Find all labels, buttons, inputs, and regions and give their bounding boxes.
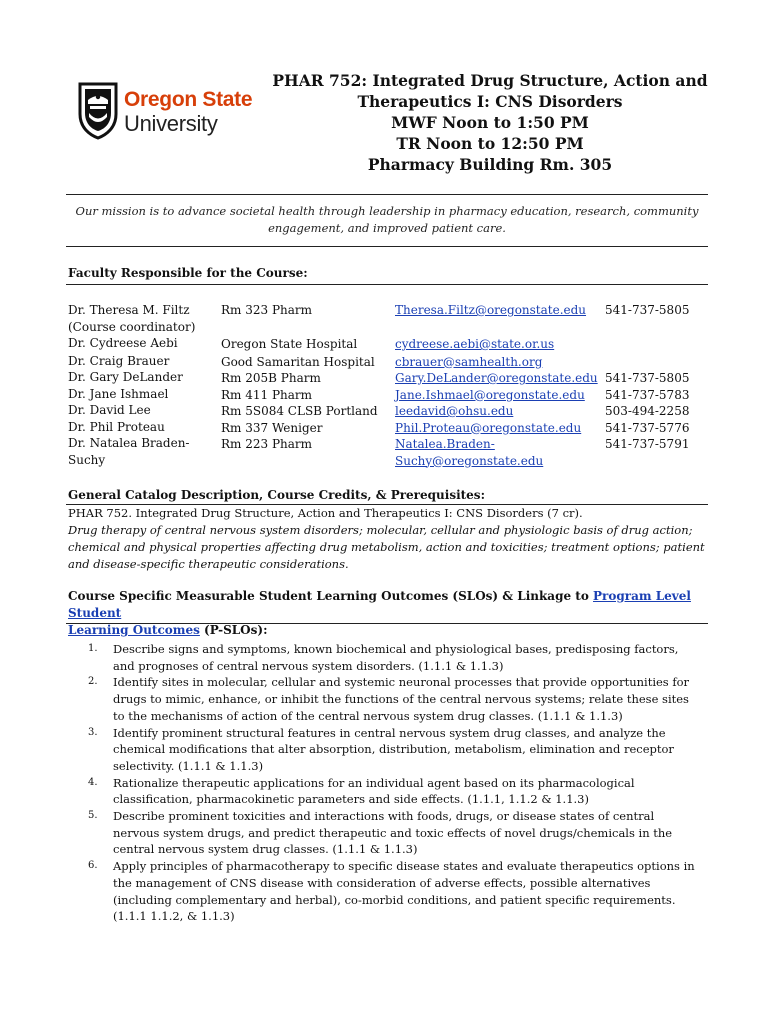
spacer bbox=[605, 336, 705, 353]
slo-text-line: Identify sites in molecular, cellular and systemic neuronal processes that provide opportunities for bbox=[113, 675, 690, 690]
logo-wordmark-oregon-state: Oregon State bbox=[124, 88, 253, 111]
faculty-name: Dr. Phil Proteau bbox=[68, 419, 165, 434]
faculty-email-link[interactable]: leedavid@ohsu.edu bbox=[395, 404, 514, 418]
slo-text-line: (including complementary and herbal), co-morbid conditions, and patient specific requirements. bbox=[113, 892, 676, 907]
spacer bbox=[395, 319, 605, 336]
mission-line: Our mission is to advance societal health through leadership in pharmacy education, research, community bbox=[75, 204, 699, 218]
faculty-room: Rm 205B Pharm bbox=[221, 371, 321, 385]
faculty-phone: 541-737-5805 bbox=[605, 371, 690, 385]
slo-item bbox=[68, 641, 708, 674]
slo-item bbox=[68, 775, 708, 808]
slo-text-line: and prognoses of central nervous system disorders. (1.1.1 & 1.1.3) bbox=[113, 658, 504, 673]
slo-text-line: drugs to mimic, enhance, or inhibit the functions of the central nervous systems; relate these sites bbox=[113, 692, 689, 707]
slo-text-line: central nervous system drug classes. (1.1.1 & 1.1.3) bbox=[113, 842, 418, 857]
faculty-room: Rm 337 Weniger bbox=[221, 420, 323, 435]
slo-item bbox=[68, 725, 708, 775]
slo-text-line: Describe signs and symptoms, known biochemical and physiological bases, predisposing factors, bbox=[113, 642, 679, 656]
faculty-phones-column bbox=[605, 302, 705, 453]
slo-list bbox=[68, 641, 708, 925]
faculty-email-link[interactable]: Phil.Proteau@oregonstate.edu bbox=[395, 420, 582, 435]
slo-number: 4. bbox=[88, 776, 98, 788]
faculty-room: Rm 411 Pharm bbox=[221, 387, 313, 402]
divider bbox=[66, 623, 708, 624]
faculty-phone: 541-737-5805 bbox=[605, 303, 690, 317]
faculty-name: Dr. Natalea Braden- bbox=[68, 436, 190, 450]
slo-text-line: chemical modifications that alter absorption, distribution, metabolism, elimination and receptor bbox=[113, 742, 674, 757]
slo-text-line: Identify prominent structural features in central nervous system drug classes, and analyze the bbox=[113, 725, 666, 740]
divider bbox=[66, 194, 708, 195]
slo-text-line: Describe prominent toxicities and interactions with foods, drugs, or disease states of central bbox=[113, 809, 655, 824]
slo-text-line: the management of CNS disease with consideration of adverse effects, possible alternatives bbox=[113, 875, 651, 890]
course-title-line: Therapeutics I: CNS Disorders bbox=[357, 92, 623, 111]
faculty-name: Dr. David Lee bbox=[68, 403, 151, 417]
faculty-room: Oregon State Hospital bbox=[221, 337, 358, 351]
catalog-course-line: PHAR 752. Integrated Drug Structure, Action and Therapeutics I: CNS Disorders (7 cr). bbox=[68, 506, 583, 520]
spacer bbox=[605, 319, 705, 336]
faculty-email-link[interactable]: cbrauer@samhealth.org bbox=[395, 354, 543, 369]
slo-text-line: nervous system drugs, and predict therapeutic and toxic effects of novel drugs/chemicals in the bbox=[113, 825, 673, 840]
osu-seal-icon bbox=[76, 80, 120, 140]
slo-number: 2. bbox=[88, 676, 98, 688]
faculty-room: Rm 223 Pharm bbox=[221, 437, 313, 451]
faculty-email-link[interactable]: Gary.DeLander@oregonstate.edu bbox=[395, 371, 598, 385]
program-slo-link[interactable]: Program Level Student bbox=[68, 589, 691, 620]
slo-number: 5. bbox=[88, 810, 98, 822]
faculty-email-link[interactable]: Jane.Ishmael@oregonstate.edu bbox=[395, 387, 585, 402]
slo-item bbox=[68, 858, 708, 925]
slo-heading bbox=[68, 588, 708, 639]
faculty-name: Dr. Craig Brauer bbox=[68, 353, 170, 368]
schedule-mwf: MWF Noon to 1:50 PM bbox=[391, 113, 589, 132]
schedule-tr: TR Noon to 12:50 PM bbox=[396, 134, 584, 153]
slo-text-line: selectivity. (1.1.1 & 1.1.3) bbox=[113, 758, 264, 773]
faculty-rooms-column bbox=[221, 302, 391, 453]
logo-wordmark-university: University bbox=[124, 111, 218, 136]
faculty-note: (Course coordinator) bbox=[68, 319, 196, 334]
spacer bbox=[605, 354, 705, 371]
catalog-description bbox=[68, 505, 708, 573]
slo-item bbox=[68, 808, 708, 858]
faculty-email-link[interactable]: Suchy@oregonstate.edu bbox=[395, 453, 544, 468]
slo-number: 1. bbox=[88, 643, 98, 654]
faculty-names-column bbox=[68, 302, 218, 468]
faculty-phone: 541-737-5791 bbox=[605, 437, 690, 451]
faculty-name: Suchy bbox=[68, 452, 106, 467]
slo-text-line: classification, pharmacokinetic parameters and side effects. (1.1.1, 1.1.2 & 1.1.3) bbox=[113, 792, 589, 807]
faculty-name: Dr. Theresa M. Filtz bbox=[68, 303, 190, 317]
osu-logo bbox=[76, 80, 266, 142]
course-title-line: PHAR 752: Integrated Drug Structure, Action and bbox=[272, 71, 708, 90]
slo-heading-text: Course Specific Measurable Student Learning Outcomes (SLOs) & Linkage to bbox=[68, 589, 594, 603]
location: Pharmacy Building Rm. 305 bbox=[367, 155, 613, 174]
catalog-heading: General Catalog Description, Course Credits, & Prerequisites: bbox=[68, 488, 485, 502]
program-slo-link[interactable]: Learning Outcomes bbox=[68, 623, 200, 637]
divider bbox=[66, 246, 708, 247]
faculty-email-link[interactable]: Theresa.Filtz@oregonstate.edu bbox=[395, 303, 587, 317]
slo-number: 3. bbox=[88, 726, 98, 738]
faculty-phone: 541-737-5776 bbox=[605, 420, 690, 435]
catalog-desc-line: Drug therapy of central nervous system disorders; molecular, cellular and physiologic basis of drug action; bbox=[68, 523, 693, 537]
slo-text-line: (1.1.1 1.1.2, & 1.1.3) bbox=[113, 909, 235, 924]
slo-text-line: Apply principles of pharmacotherapy to specific disease states and evaluate therapeutics options in bbox=[113, 859, 695, 874]
mission-line: engagement, and improved patient care. bbox=[268, 221, 506, 235]
divider bbox=[66, 284, 708, 285]
faculty-name: Dr. Cydreese Aebi bbox=[68, 336, 178, 350]
slo-text-line: to the mechanisms of action of the central nervous system drug classes. (1.1.1 & 1.1.3) bbox=[113, 708, 623, 723]
faculty-phone: 541-737-5783 bbox=[605, 387, 690, 402]
faculty-phone: 503-494-2258 bbox=[605, 404, 690, 418]
course-title-block bbox=[270, 70, 710, 175]
faculty-email-link[interactable]: Natalea.Braden- bbox=[395, 437, 495, 451]
faculty-name: Dr. Jane Ishmael bbox=[68, 386, 169, 401]
slo-number: 6. bbox=[88, 860, 98, 872]
slo-item bbox=[68, 674, 708, 724]
faculty-emails-column bbox=[395, 302, 605, 469]
faculty-name: Dr. Gary DeLander bbox=[68, 370, 183, 384]
faculty-heading: Faculty Responsible for the Course: bbox=[68, 266, 308, 280]
faculty-room: Rm 323 Pharm bbox=[221, 303, 313, 317]
slo-text-line: Rationalize therapeutic applications for an individual agent based on its pharmacological bbox=[113, 775, 635, 790]
mission-statement bbox=[66, 203, 708, 237]
catalog-desc-line: chemical and physical properties affecting drug metabolism, action and toxicities; treatment options; patient bbox=[68, 540, 705, 554]
faculty-room: Good Samaritan Hospital bbox=[221, 354, 375, 369]
catalog-desc-line: and disease-specific therapeutic considerations. bbox=[68, 557, 349, 571]
faculty-room: Rm 5S084 CLSB Portland bbox=[221, 404, 378, 418]
faculty-email-link[interactable]: cydreese.aebi@state.or.us bbox=[395, 337, 555, 351]
spacer bbox=[221, 319, 391, 336]
slo-heading-text: (P-SLOs): bbox=[199, 623, 268, 637]
